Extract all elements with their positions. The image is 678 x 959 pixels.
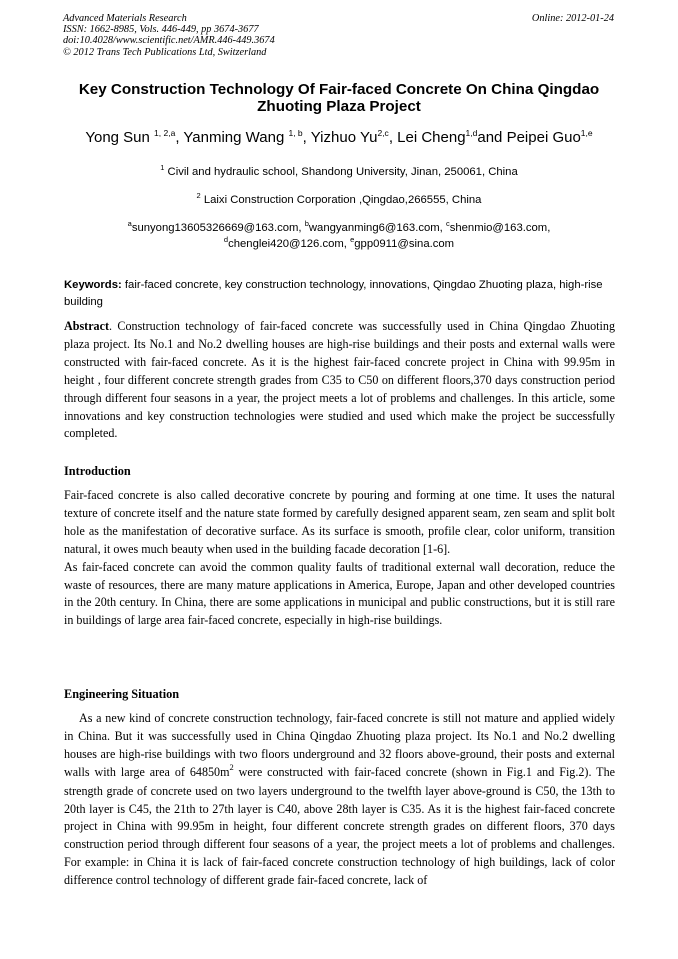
email-marker: a: [127, 219, 132, 228]
author-name: Yizhuo Yu: [310, 129, 378, 146]
section-heading-engineering-situation: Engineering Situation: [64, 687, 180, 701]
online-date: Online: 2012-01-24: [531, 13, 614, 24]
affiliation-text: Laixi Construction Corporation ,Qingdao,266555, China: [203, 194, 482, 206]
affiliation-marker: 2: [196, 191, 201, 200]
affiliation-1: [20, 164, 658, 181]
author-affiliation-marker: 1, b: [288, 128, 303, 138]
engineering-situation-body: [64, 710, 615, 890]
email-line-2: [20, 236, 658, 253]
author-name: Lei Cheng: [397, 129, 466, 146]
author-name: Peipei Guo: [506, 129, 581, 146]
introduction-paragraph-2: As fair-faced concrete can avoid the common quality faults of traditional external wall decoration, reduce the waste of resources, there are many mature applications in America, Europe, Japan and other developed countries in the 20th century. In China, there are some applications in municipal and public constructions, but it is still rare in buildings of large area fair-faced concrete, especially in high-rise buildings.: [64, 559, 615, 628]
email-address: gpp0911@sina.com: [354, 238, 455, 250]
author-separator: ,: [302, 129, 311, 146]
keywords-text: fair-faced concrete, key construction technology, innovations, Qingdao Zhuoting plaza, high-rise building: [64, 279, 603, 308]
superscript-2: 2: [229, 761, 234, 772]
copyright-line: © 2012 Trans Tech Publications Ltd, Switzerland: [63, 46, 267, 58]
journal-name: Advanced Materials Research: [63, 13, 187, 24]
author-separator: ,: [175, 129, 184, 146]
author-separator: ,: [388, 129, 398, 146]
abstract-text: . Construction technology of fair-faced concrete was successfully used in China Qingdao Zhuoting plaza project. Its No.1 and No.2 dwelling houses are high-rise buildings and their posts and external walls were constructed with fair-faced concrete. As it is the highest fair-faced concrete project in China with 99.95m in height , four different concrete strength grades from C35 to C50 on different floors,370 days construction period through different four seasons in a year, the project meets a lot of problems and challenges. In this article, some innovations and key construction technologies were studied and used which make the project be successfully completed.: [64, 319, 615, 441]
email-address: shenmio@163.com,: [449, 222, 551, 234]
keywords: [64, 277, 615, 311]
email-address: chenglei420@126.com,: [228, 238, 351, 250]
author-affiliation-marker: 1, 2,a: [154, 128, 176, 138]
engineering-paragraph-1: [64, 710, 615, 890]
keywords-label: Keywords:: [64, 279, 122, 291]
author-list: [20, 128, 658, 149]
introduction-paragraph-1: Fair-faced concrete is also called decorative concrete by pouring and forming at one time. It uses the natural texture of concrete itself and the nature state formed by carefully designed apparent seam, zen seam and split bolt hole as the manifestation of decorative surface. As its surface is smooth, profile clear, color uniform, transition natural, it owes much beauty when used in the building facade decoration [1-6].: [64, 488, 615, 556]
email-line-1: [20, 220, 658, 237]
email-marker: c: [445, 219, 450, 228]
issn-line: ISSN: 1662-8985, Vols. 446-449, pp 3674-3677: [63, 24, 259, 36]
doi-line: doi:10.4028/www.scientific.net/AMR.446-449.3674: [63, 35, 275, 47]
engineering-text-part-2: were constructed with fair-faced concrete (shown in Fig.1 and Fig.2). The strength grade of concrete used on two layers underground to the twelfth layer above-ground is C50, the 13th to 20th layer is C45, the 21th to 27th layer is C40, above 28th layer is C35. As it is the highest fair-faced concrete project in China with 99.95m in height, four different concrete strength grades on different floors, 370 days construction period through different four seasons of a year, the project meets a lot of problems and challenges. For example: in China it is lack of fair-faced concrete construction technology of high buildings, lack of color difference control technology of different grade fair-faced concrete, lack of: [64, 764, 615, 888]
paper-title: [50, 81, 628, 115]
email-marker: b: [304, 219, 309, 228]
journal-header: [63, 13, 275, 58]
section-heading-introduction: Introduction: [64, 464, 131, 478]
email-marker: e: [350, 235, 355, 244]
email-address: wangyanming6@163.com,: [308, 222, 446, 234]
author-affiliation-marker: 1,e: [580, 128, 593, 138]
abstract: [64, 318, 615, 443]
title-line-2: Zhuoting Plaza Project: [257, 98, 421, 115]
title-line-1: Key Construction Technology Of Fair-faced Concrete On China Qingdao: [78, 81, 600, 98]
author-name: Yong Sun: [85, 129, 150, 146]
author-affiliation-marker: 2,c: [377, 128, 389, 138]
author-separator: and: [477, 129, 507, 146]
affiliation-marker: 1: [160, 163, 165, 172]
author-name: Yanming Wang: [183, 129, 285, 146]
affiliation-text: Civil and hydraulic school, Shandong University, Jinan, 250061, China: [167, 166, 518, 178]
engineering-text-part-1: As a new kind of concrete construction technology, fair-faced concrete is still not mature and applied widely in China. But it was successfully used in China Qingdao Zhuoting plaza project. Its No.1 and No.2 dwelling houses are high-rise buildings with two floors underground and 32 floors above-ground, their posts and external walls with large area of 64850m: [64, 711, 615, 779]
introduction-body: [64, 487, 615, 630]
email-marker: d: [223, 235, 229, 244]
author-affiliation-marker: 1,d: [465, 128, 478, 138]
abstract-label: Abstract: [64, 319, 110, 333]
email-address: sunyong13605326669@163.com,: [131, 222, 305, 234]
affiliation-2: [20, 192, 658, 209]
